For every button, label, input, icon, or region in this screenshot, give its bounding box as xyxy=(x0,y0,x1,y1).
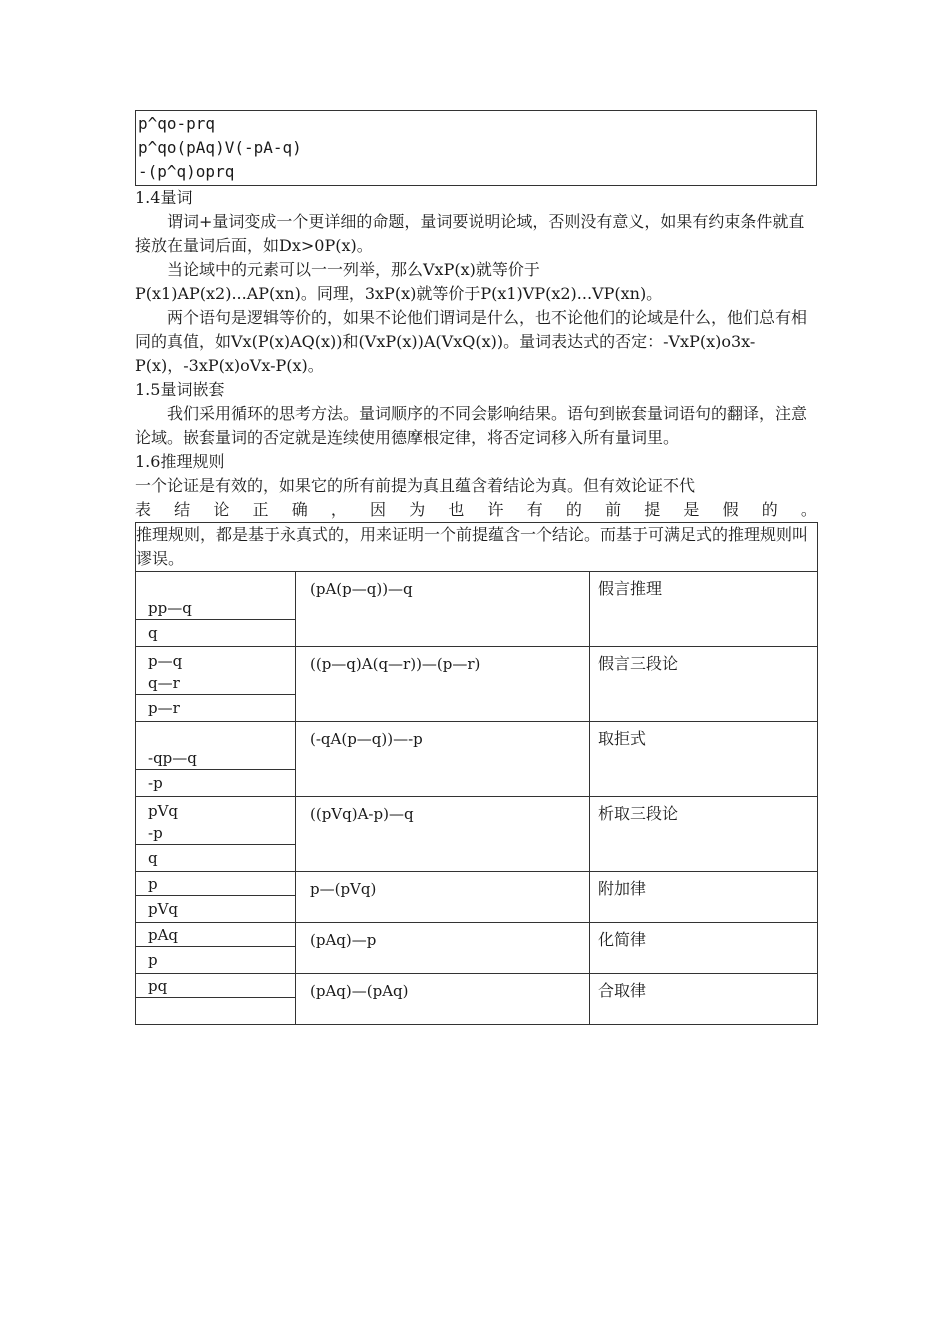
code-line: p^qo-prq xyxy=(138,114,216,133)
table-row xyxy=(136,572,818,647)
premises-cell xyxy=(136,923,296,974)
inference-rules-table xyxy=(135,522,818,1025)
premise: pp—q xyxy=(148,599,192,617)
conclusion: -p xyxy=(148,774,163,792)
justified-char: 的 xyxy=(761,500,778,519)
formula-cell xyxy=(296,572,590,647)
document-page xyxy=(135,110,817,1025)
code-line: -(p^q)oprq xyxy=(138,162,235,181)
rule-name-cell xyxy=(590,647,818,722)
premises-cell xyxy=(136,722,296,797)
table-row xyxy=(136,923,818,974)
paragraph: 我们采用循环的思考方法。量词顺序的不同会影响结果。语句到嵌套量词语句的翻译，注意论域。嵌套量词的否定就是连续使用德摩根定律，将否定词移入所有量词里。 xyxy=(135,404,808,447)
formula: (pAq)—(pAq) xyxy=(310,982,409,1000)
justified-char: 正 xyxy=(252,500,269,519)
justified-char: 有 xyxy=(526,500,543,519)
table-row xyxy=(136,797,818,872)
premises-cell xyxy=(136,974,296,1025)
justified-char: 因 xyxy=(370,500,387,519)
rule-name: 假言三段论 xyxy=(598,654,679,673)
justified-char: 提 xyxy=(644,500,661,519)
justified-char: 表 xyxy=(135,500,152,519)
formula-cell xyxy=(296,872,590,923)
justified-char: 为 xyxy=(409,500,426,519)
premise: pAq xyxy=(148,926,179,944)
table-row xyxy=(136,722,818,797)
rule-name-cell xyxy=(590,797,818,872)
rule-name: 化简律 xyxy=(598,930,647,949)
premise: p—q xyxy=(148,652,183,670)
rule-name: 析取三段论 xyxy=(598,804,679,823)
formula: (pA(p—q))—q xyxy=(310,580,413,598)
rule-name-cell xyxy=(590,872,818,923)
formula-cell xyxy=(296,647,590,722)
premise: -qp—q xyxy=(148,749,197,767)
justified-char: 的 xyxy=(565,500,582,519)
premise: pq xyxy=(148,977,168,995)
paragraph: 当论域中的元素可以一一列举，那么VxP(x)就等价于 xyxy=(167,260,540,279)
justified-char: 确 xyxy=(291,500,308,519)
justified-line xyxy=(135,498,817,522)
justified-char: 假 xyxy=(722,500,739,519)
rule-name: 取拒式 xyxy=(598,729,647,748)
justified-char: 。 xyxy=(800,500,817,519)
equivalence-box xyxy=(135,110,817,186)
formula-cell xyxy=(296,797,590,872)
justified-char: 许 xyxy=(487,500,504,519)
paragraph: 谓词+量词变成一个更详细的命题，量词要说明论域，否则没有意义，如果有约束条件就直接放在量词后面，如Dx>0P(x)。 xyxy=(135,212,805,255)
rule-name-cell xyxy=(590,572,818,647)
formula-cell xyxy=(296,722,590,797)
formula-cell xyxy=(296,974,590,1025)
premise: -p xyxy=(148,824,163,842)
section-heading-1-5: 1.5量词嵌套 xyxy=(135,380,225,399)
paragraph: 一个论证是有效的，如果它的所有前提为真且蕴含着结论为真。但有效论证不代 xyxy=(135,476,696,495)
table-intro: 推理规则，都是基于永真式的，用来证明一个前提蕴含一个结论。而基于可满足式的推理规则叫谬误。 xyxy=(136,523,818,572)
justified-char: ， xyxy=(330,500,347,519)
formula-cell xyxy=(296,923,590,974)
premises-cell xyxy=(136,572,296,647)
table-row xyxy=(136,974,818,1025)
formula: ((pVq)A-p)—q xyxy=(310,805,414,823)
paragraph: P(x1)AP(x2)...AP(xn)。同理，3xP(x)就等价于P(x1)VP(x2)...VP(xn)。 xyxy=(135,284,663,303)
rule-name: 合取律 xyxy=(598,981,647,1000)
justified-char: 论 xyxy=(213,500,230,519)
justified-char: 也 xyxy=(448,500,465,519)
conclusion: pVq xyxy=(148,900,179,918)
premises-cell xyxy=(136,872,296,923)
rule-name: 附加律 xyxy=(598,879,647,898)
paragraph: 两个语句是逻辑等价的，如果不论他们谓词是什么，也不论他们的论域是什么，他们总有相同的真值，如Vx(P(x)AQ(x))和(VxP(x))A(VxQ(x))。量词表达式的否定：-VxP(x)o3x-P(x)，-3xP(x)oVx-P(x)。 xyxy=(135,308,808,375)
conclusion: q xyxy=(148,624,158,642)
justified-char: 是 xyxy=(683,500,700,519)
conclusion: p—r xyxy=(148,699,180,717)
section-heading-1-6: 1.6推理规则 xyxy=(135,452,225,471)
conclusion xyxy=(136,998,295,1024)
section-heading-1-4: 1.4量词 xyxy=(135,188,193,207)
rule-name-cell xyxy=(590,722,818,797)
rule-name: 假言推理 xyxy=(598,579,663,598)
conclusion: q xyxy=(148,849,158,867)
conclusion: p xyxy=(148,951,158,969)
table-row xyxy=(136,647,818,722)
premise: pVq xyxy=(148,802,179,820)
formula: ((p—q)A(q—r))—(p—r) xyxy=(310,655,481,673)
formula: (pAq)—p xyxy=(310,931,377,949)
formula: p—(pVq) xyxy=(310,880,377,898)
rule-name-cell xyxy=(590,923,818,974)
table-row xyxy=(136,872,818,923)
premise: q—r xyxy=(148,674,180,692)
justified-char: 前 xyxy=(605,500,622,519)
code-line: p^qo(pAq)V(-pA-q) xyxy=(138,138,302,157)
justified-char: 结 xyxy=(174,500,191,519)
premise: p xyxy=(148,875,158,893)
rule-name-cell xyxy=(590,974,818,1025)
premises-cell xyxy=(136,647,296,722)
formula: (-qA(p—q))—-p xyxy=(310,730,423,748)
premises-cell xyxy=(136,797,296,872)
